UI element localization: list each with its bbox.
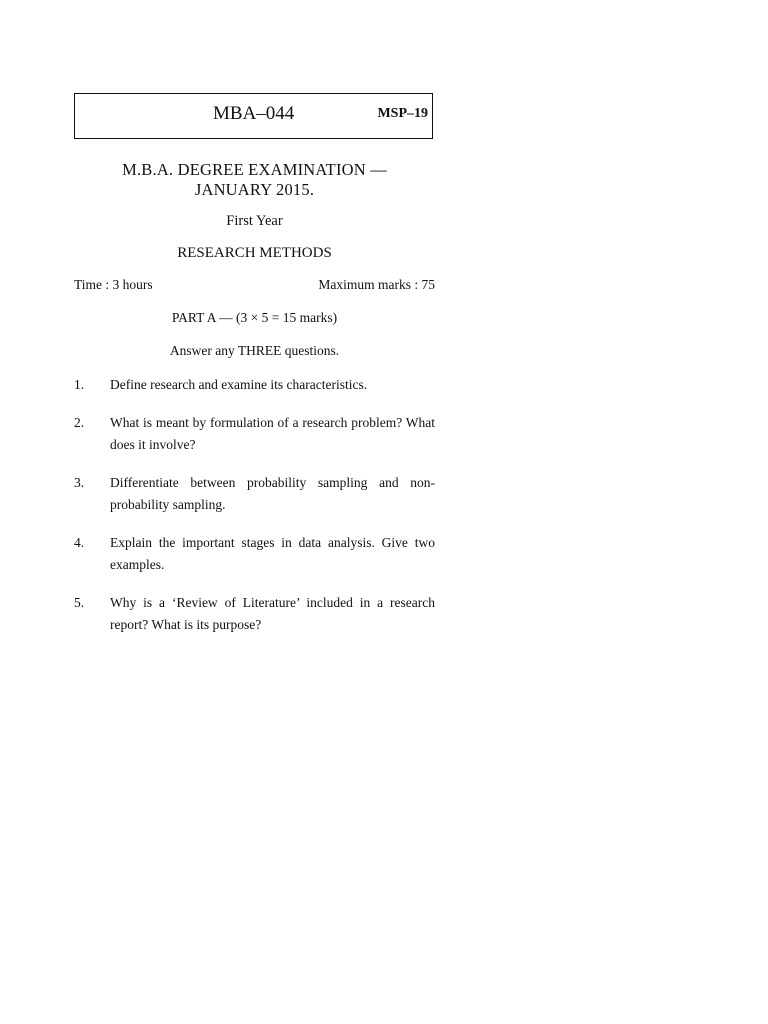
question-item (74, 472, 435, 516)
maximum-marks: Maximum marks : 75 (318, 277, 435, 292)
question-text: Why is a ‘Review of Literature’ included in a research report? What is its purpose? (110, 595, 435, 632)
exam-subject: RESEARCH METHODS (177, 245, 332, 261)
question-number: 2. (74, 415, 85, 430)
question-number: 5. (74, 595, 85, 610)
part-a-heading: PART A — (3 × 5 = 15 marks) (171, 310, 338, 325)
question-text: Define research and examine its characteristics. (110, 377, 368, 392)
question-text: Differentiate between probability sampling and non-probability sampling. (110, 475, 435, 512)
exam-title (74, 160, 435, 200)
question-number: 4. (74, 535, 85, 550)
question-list (74, 374, 435, 652)
question-item (74, 532, 435, 576)
time-marks-row (74, 277, 435, 293)
question-item (74, 374, 435, 396)
question-text: Explain the important stages in data analysis. Give two examples. (110, 535, 435, 572)
part-a-instruction: Answer any THREE questions. (169, 343, 340, 358)
question-text: What is meant by formulation of a research problem? What does it involve? (110, 415, 435, 452)
question-number: 1. (74, 377, 85, 392)
question-number: 3. (74, 475, 85, 490)
exam-year: First Year (226, 213, 283, 229)
exam-title-line1: M.B.A. DEGREE EXAMINATION — (122, 160, 387, 179)
question-item (74, 412, 435, 456)
exam-title-line2: JANUARY 2015. (194, 180, 315, 199)
paper-code: MSP–19 (377, 106, 428, 121)
course-code: MBA–044 (213, 103, 295, 124)
course-code-box (74, 93, 433, 139)
time-allowed: Time : 3 hours (74, 277, 153, 292)
question-item (74, 592, 435, 636)
